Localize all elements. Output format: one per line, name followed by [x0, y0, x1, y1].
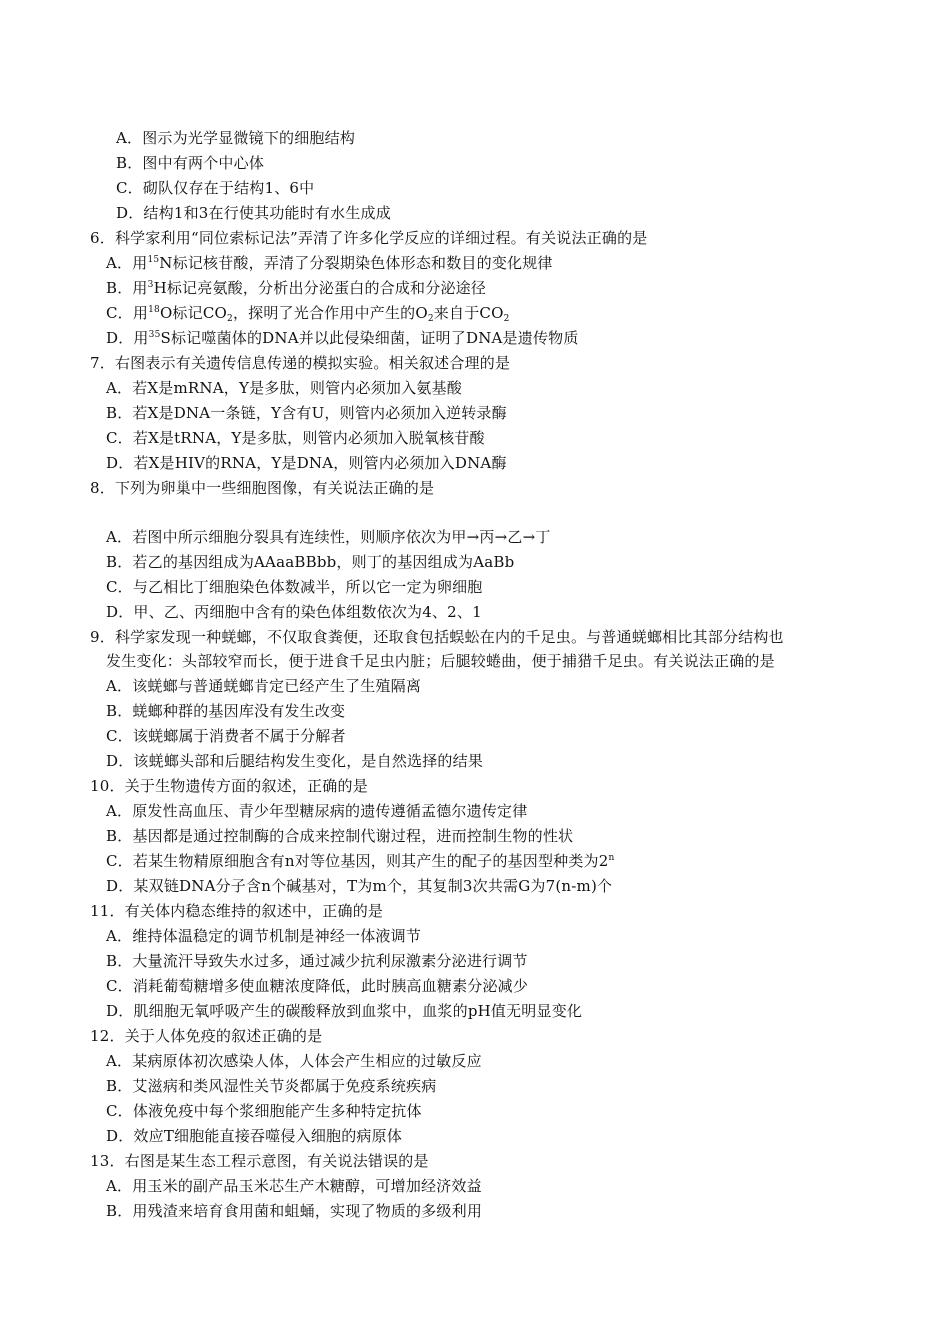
q13-stem: 13．右图是某生态工程示意图，有关说法错误的是	[90, 1152, 429, 1170]
q7-option-d: D．若X是HIV的RNA，Y是DNA，则管内必须加入DNA酶	[106, 454, 507, 472]
q6-c-sub2: 2	[427, 314, 434, 324]
q11-option-d: D．肌细胞无氧呼吸产生的碳酸释放到血浆中，血浆的pH值无明显变化	[106, 1002, 583, 1020]
q6-option-d	[106, 328, 579, 348]
q6-c-mid2: ，探明了光合作用中产生的O	[232, 304, 428, 322]
q6-option-a	[106, 253, 553, 273]
q5-option-a: A．图示为光学显微镜下的细胞结构	[116, 129, 356, 147]
q8-stem: 8．下列为卵巢中一些细胞图像，有关说法正确的是	[90, 479, 435, 497]
q12-option-c: C．体液免疫中每个浆细胞能产生多种特定抗体	[106, 1102, 422, 1120]
q10-option-b: B．基因都是通过控制酶的合成来控制代谢过程，进而控制生物的性状	[106, 827, 574, 845]
q7-option-b: B．若X是DNA一条链，Y含有U，则管内必须加入逆转录酶	[106, 404, 507, 422]
q6-stem: 6．科学家利用“同位索标记法”弄清了许多化学反应的详细过程。有关说法正确的是	[90, 229, 648, 247]
q13-option-a: A．用玉米的副产品玉米芯生产木糖醇，可增加经济效益	[106, 1177, 482, 1195]
q10-c-sup: n	[608, 853, 615, 863]
q13-option-b: B．用残渣来培育食用菌和蛆蛹，实现了物质的多级利用	[106, 1202, 483, 1220]
q6-d-sup: 35	[148, 330, 161, 340]
q10-option-a: A．原发性高血压、青少年型糖尿病的遗传遵循孟德尔遗传定律	[106, 802, 528, 820]
q12-stem: 12．关于人体免疫的叙述正确的是	[90, 1027, 323, 1045]
q11-option-c: C．消耗葡萄糖增多使血糖浓度降低，此时胰高血糖素分泌减少	[106, 977, 529, 995]
q9-option-c: C．该蜣螂属于消费者不属于分解者	[106, 727, 346, 745]
q6-option-c	[106, 303, 510, 323]
q7-option-a: A．若X是mRNA，Y是多肽，则管内必须加入氨基酸	[106, 379, 462, 397]
q9-stem-line2: 发生变化：头部较窄而长，便于进食千足虫内脏；后腿较蜷曲，便于捕猎千足虫。有关说法正确的是	[106, 652, 775, 670]
q12-option-a: A．某病原体初次感染人体，人体会产生相应的过敏反应	[106, 1052, 482, 1070]
q8-option-d: D．甲、乙、丙细胞中含有的染色体组数依次为4、2、1	[106, 603, 482, 621]
q5-option-b: B．图中有两个中心体	[116, 154, 265, 172]
q6-c-mid3: 来自于CO	[433, 304, 504, 322]
q9-option-b: B．蜣螂种群的基因库没有发生改变	[106, 702, 346, 720]
q6-a-post: N标记核苷酸，弄清了分裂期染色体形态和数目的变化规律	[159, 254, 553, 272]
q9-option-d: D．该蜣螂头部和后腿结构发生变化，是自然选择的结果	[106, 752, 484, 770]
q5-option-c: C．砌队仅存在于结构1、6中	[116, 179, 315, 197]
q6-b-pre: B．用	[106, 279, 148, 297]
q11-stem: 11．有关体内稳态维持的叙述中，正确的是	[90, 902, 384, 920]
q6-a-sup: 15	[147, 255, 160, 265]
q6-b-sup: 3	[147, 280, 154, 290]
q5-option-d: D．结构1和3在行使其功能时有水生成成	[116, 204, 391, 222]
q6-c-mid1: O标记CO	[159, 304, 228, 322]
q6-d-post: S标记噬菌体的DNA并以此侵染细菌，证明了DNA是遗传物质	[160, 329, 579, 347]
q12-option-d: D．效应T细胞能直接吞噬侵入细胞的病原体	[106, 1127, 403, 1145]
q8-option-a: A．若图中所示细胞分裂具有连续性，则顺序依次为甲→丙→乙→丁	[106, 528, 551, 546]
q6-d-pre: D．用	[106, 329, 149, 347]
q11-option-b: B．大量流汗导致失水过多，通过减少抗利尿激素分泌进行调节	[106, 952, 528, 970]
q10-stem: 10．关于生物遗传方面的叙述，正确的是	[90, 777, 368, 795]
q10-option-c	[106, 851, 614, 871]
q6-option-b	[106, 278, 486, 298]
q9-option-a: A．该蜣螂与普通蜣螂肯定已经产生了生殖隔离	[106, 677, 422, 695]
q7-stem: 7．右图表示有关遗传信息传递的模拟实验。相关叙述合理的是	[90, 354, 511, 372]
q7-option-c: C．若X是tRNA，Y是多肽，则管内必须加入脱氧核苷酸	[106, 429, 485, 447]
q6-c-pre: C．用	[106, 304, 149, 322]
q6-c-sub1: 2	[227, 314, 233, 324]
q12-option-b: B．艾滋病和类风湿性关节炎都属于免疫系统疾病	[106, 1077, 437, 1095]
q11-option-a: A．维持体温稳定的调节机制是神经一体液调节	[106, 927, 422, 945]
q10-c-text: C．若某生物精原细胞含有n对等位基因，则其产生的配子的基因型种类为2	[106, 852, 609, 870]
q6-c-sup: 18	[148, 305, 160, 315]
q10-option-d: D．某双链DNA分子含n个碱基对，T为m个，其复制3次共需G为7(n-m)个	[106, 877, 613, 895]
q6-b-post: H标记亮氨酸，分析出分泌蛋白的合成和分泌途径	[153, 279, 487, 297]
q6-a-pre: A．用	[106, 254, 148, 272]
q6-c-sub3: 2	[503, 314, 510, 324]
q8-option-c: C．与乙相比丁细胞染色体数减半，所以它一定为卵细胞	[106, 578, 483, 596]
q8-option-b: B．若乙的基因组成为AAaaBBbb，则丁的基因组成为AaBb	[106, 553, 515, 571]
q9-stem-line1: 9．科学家发现一种蜣螂，不仅取食粪便，还取食包括蜈蚣在内的千足虫。与普通蜣螂相比其部分结构也	[90, 628, 784, 646]
